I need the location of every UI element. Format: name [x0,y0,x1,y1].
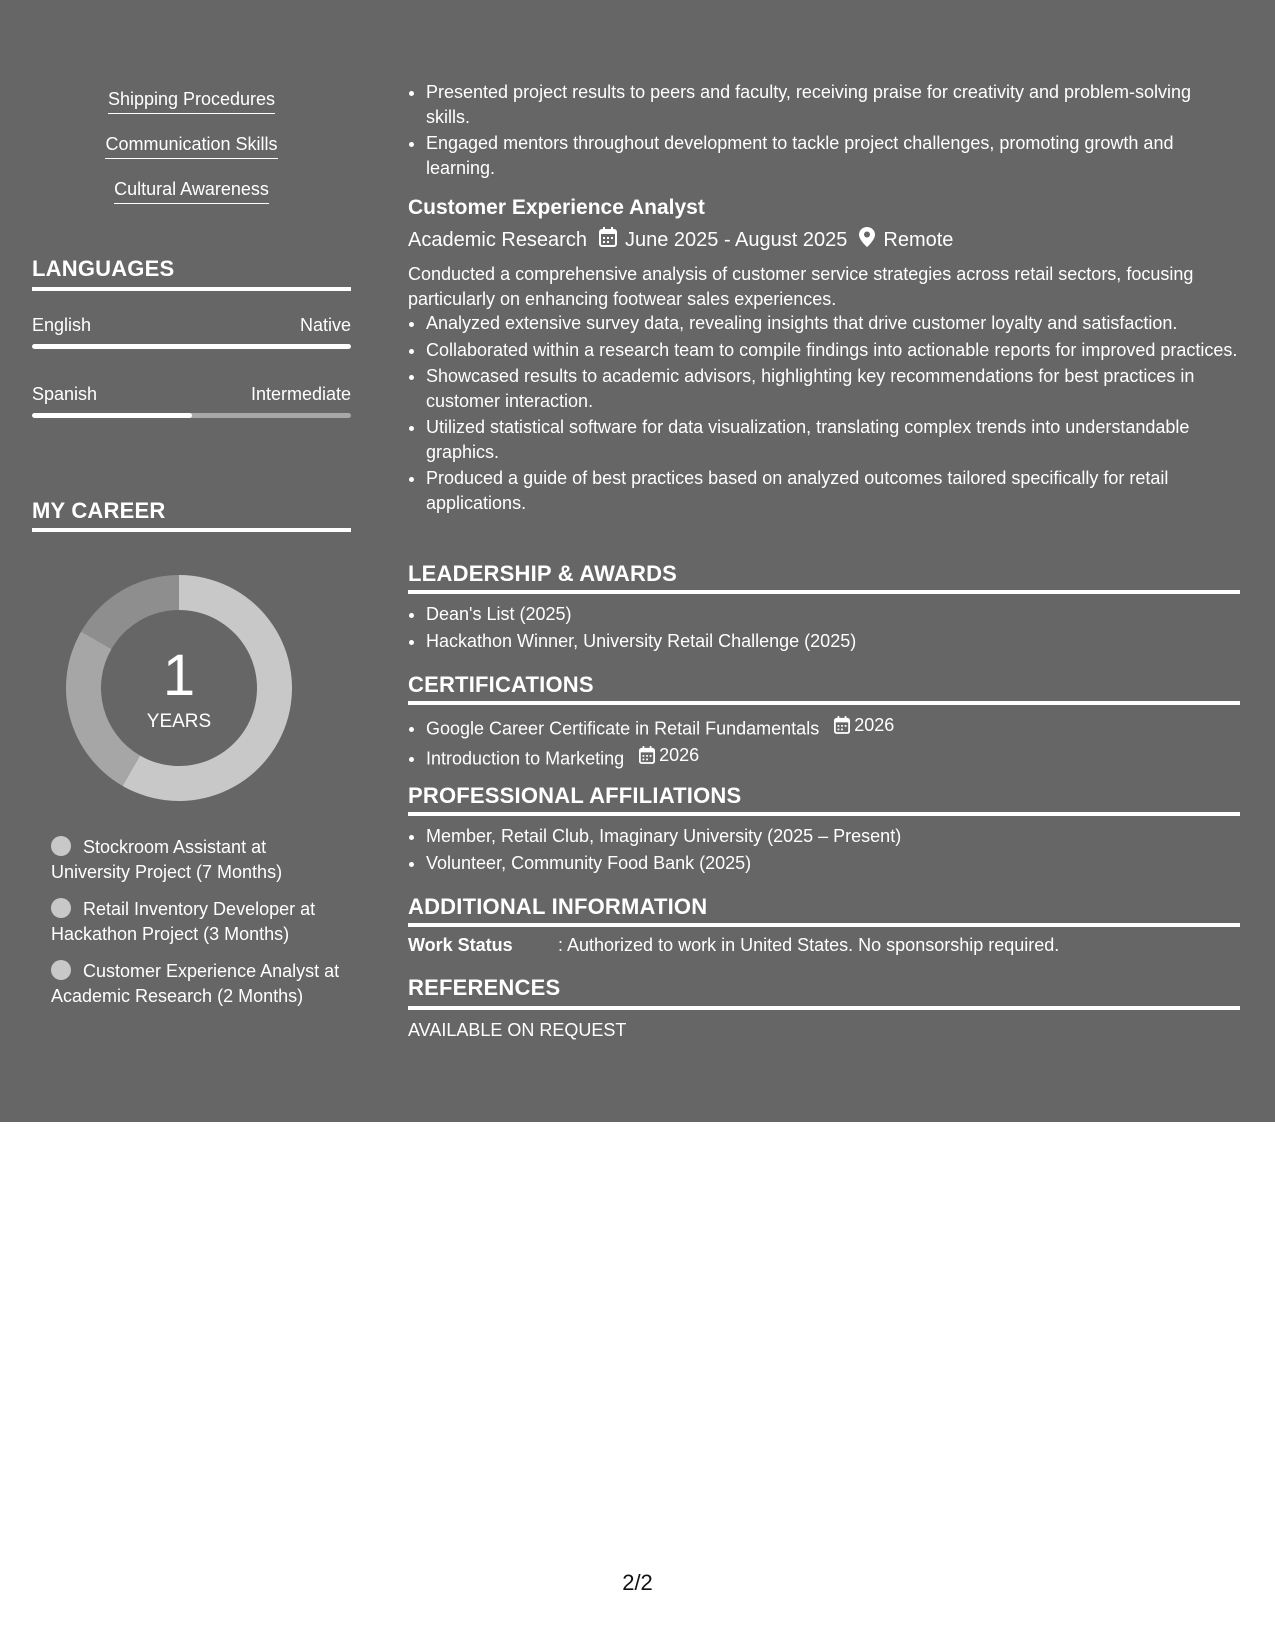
work-status-label: Work Status [408,935,513,955]
language-level-fill [32,413,192,418]
languages-heading: LANGUAGES [32,256,175,281]
references-text: AVAILABLE ON REQUEST [408,1020,627,1040]
calendar-icon [639,746,655,764]
job-meta [408,227,953,253]
job-bullets [408,311,1240,517]
career-legend-item: Retail Inventory Developer at Hackathon Project (3 Months) [51,899,316,944]
list-item: • Utilized statistical software for data visualization, translating complex trends into understandable graphics. [426,415,1240,464]
calendar-icon [834,716,850,734]
job-summary: Conducted a comprehensive analysis of customer service strategies across retail sectors, focusing particularly on enhancing footwear sales experiences. [408,264,1194,309]
language-row [32,315,351,336]
list-item [426,713,894,741]
affiliations-heading: PROFESSIONAL AFFILIATIONS [408,783,742,808]
cert-year: 2026 [639,743,699,768]
list-item [426,743,894,771]
list-item: • Collaborated within a research team to compile findings into actionable reports for improved practices. [426,338,1240,363]
language-level-bar [32,413,351,418]
career-total-number: 1 [162,643,196,708]
leadership-list [408,602,856,655]
cert-name: Google Career Certificate in Retail Fundamentals [426,718,820,739]
list-item: • Analyzed extensive survey data, revealing insights that drive customer loyalty and satisfaction. [426,311,1240,336]
list-item: • Engaged mentors throughout development to tackle project challenges, promoting growth and learning. [426,131,1240,180]
job-dates: June 2025 - August 2025 [624,228,848,251]
job-title: Customer Experience Analyst [408,196,705,219]
language-level-bar [32,344,351,349]
career-heading: MY CAREER [32,498,166,523]
list-item: • Showcased results to academic advisors, highlighting key recommendations for best practices in customer interaction. [426,364,1240,413]
language-level: Intermediate [250,384,351,404]
list-item: • Presented project results to peers and faculty, receiving praise for creativity and problem-solving skills. [426,80,1240,129]
language-row [32,384,351,405]
additional-info-heading: ADDITIONAL INFORMATION [408,894,708,919]
legend-dot [51,898,71,918]
section-rule [32,528,351,532]
list-item: • Produced a guide of best practices based on analyzed outcomes tailored specifically for retail applications. [426,466,1240,515]
prev-job-bullets [408,80,1240,182]
skill-item: Cultural Awareness [32,179,351,204]
location-pin-icon [859,227,875,253]
career-legend-item: Customer Experience Analyst at Academic Research (2 Months) [51,961,340,1006]
calendar-icon [599,227,617,253]
career-donut-segment-3 [81,575,179,649]
cert-name: Introduction to Marketing [426,748,625,768]
section-rule [408,1006,1240,1010]
language-name: Spanish [32,384,98,404]
career-donut-segment-2 [66,632,140,786]
list-item: • Dean's List (2025) [426,602,856,627]
career-legend-item: Stockroom Assistant at University Project (7 Months) [51,837,283,882]
page-number: 2/2 [622,1570,653,1595]
certifications-list [408,713,894,773]
references-heading: REFERENCES [408,975,561,1000]
skill-item: Shipping Procedures [32,89,351,114]
cert-year: 2026 [834,713,894,738]
section-rule [408,923,1240,927]
legend-dot [51,960,71,980]
work-status-value: : Authorized to work in United States. No sponsorship required. [558,935,1060,955]
skill-item: Communication Skills [32,134,351,159]
job-org: Academic Research [408,228,587,251]
list-item: • Hackathon Winner, University Retail Challenge (2025) [426,629,856,654]
list-item: • Volunteer, Community Food Bank (2025) [426,851,901,876]
list-item: • Member, Retail Club, Imaginary University (2025 – Present) [426,824,901,849]
language-level-fill [32,344,351,349]
section-rule [32,287,351,291]
section-rule [408,701,1240,705]
language-level: Native [299,315,351,335]
job-location: Remote [883,228,954,251]
language-name: English [32,315,92,335]
leadership-heading: LEADERSHIP & AWARDS [408,561,678,586]
section-rule [408,590,1240,594]
career-donut-chart [66,575,292,801]
career-total-unit: YEARS [146,711,212,732]
section-rule [408,812,1240,816]
affiliations-list [408,824,901,877]
work-status [408,935,1059,956]
legend-dot [51,836,71,856]
certifications-heading: CERTIFICATIONS [408,672,594,697]
